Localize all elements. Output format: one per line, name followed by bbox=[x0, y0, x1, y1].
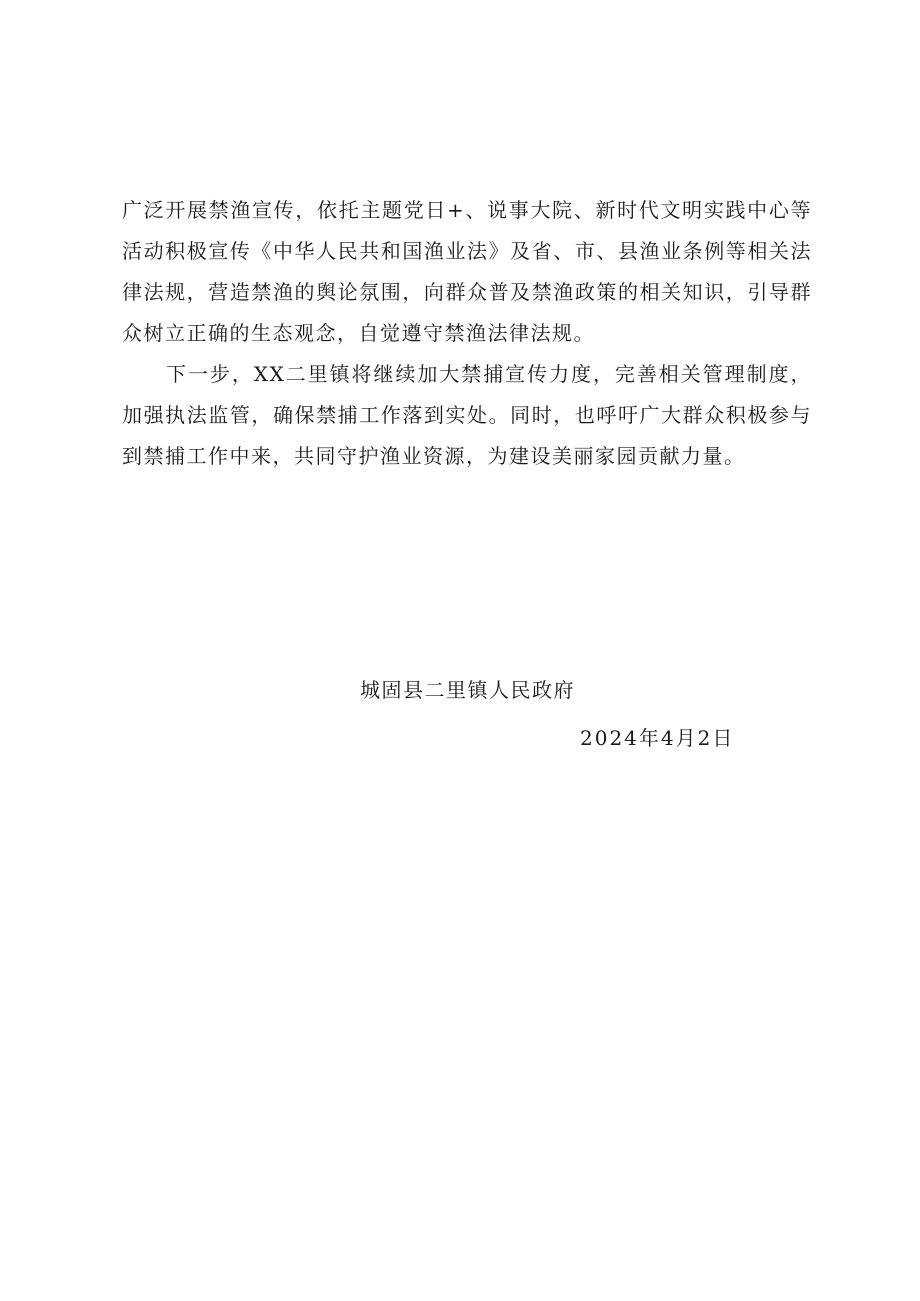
document-body bbox=[122, 190, 812, 477]
signature-date: 2024年4月2日 bbox=[580, 726, 735, 750]
signature-organization: 城固县二里镇人民政府 bbox=[360, 678, 575, 702]
paragraph-continued: 广泛开展禁渔宣传，依托主题党日+、说事大院、新时代文明实践中心等活动积极宣传《中华人民共和国渔业法》及省、市、县渔业条例等相关法律法规，营造禁渔的舆论氛围，向群众普及禁渔政策的相关知识，引导群众树立正确的生态观念，自觉遵守禁渔法律法规。 bbox=[122, 198, 812, 345]
paragraph-next-step: 下一步，XX二里镇将继续加大禁捕宣传力度，完善相关管理制度，加强执法监管，确保禁捕工作落到实处。同时，也呼吁广大群众积极参与到禁捕工作中来，共同守护渔业资源，为建设美丽家园贡献力量。 bbox=[122, 362, 812, 468]
